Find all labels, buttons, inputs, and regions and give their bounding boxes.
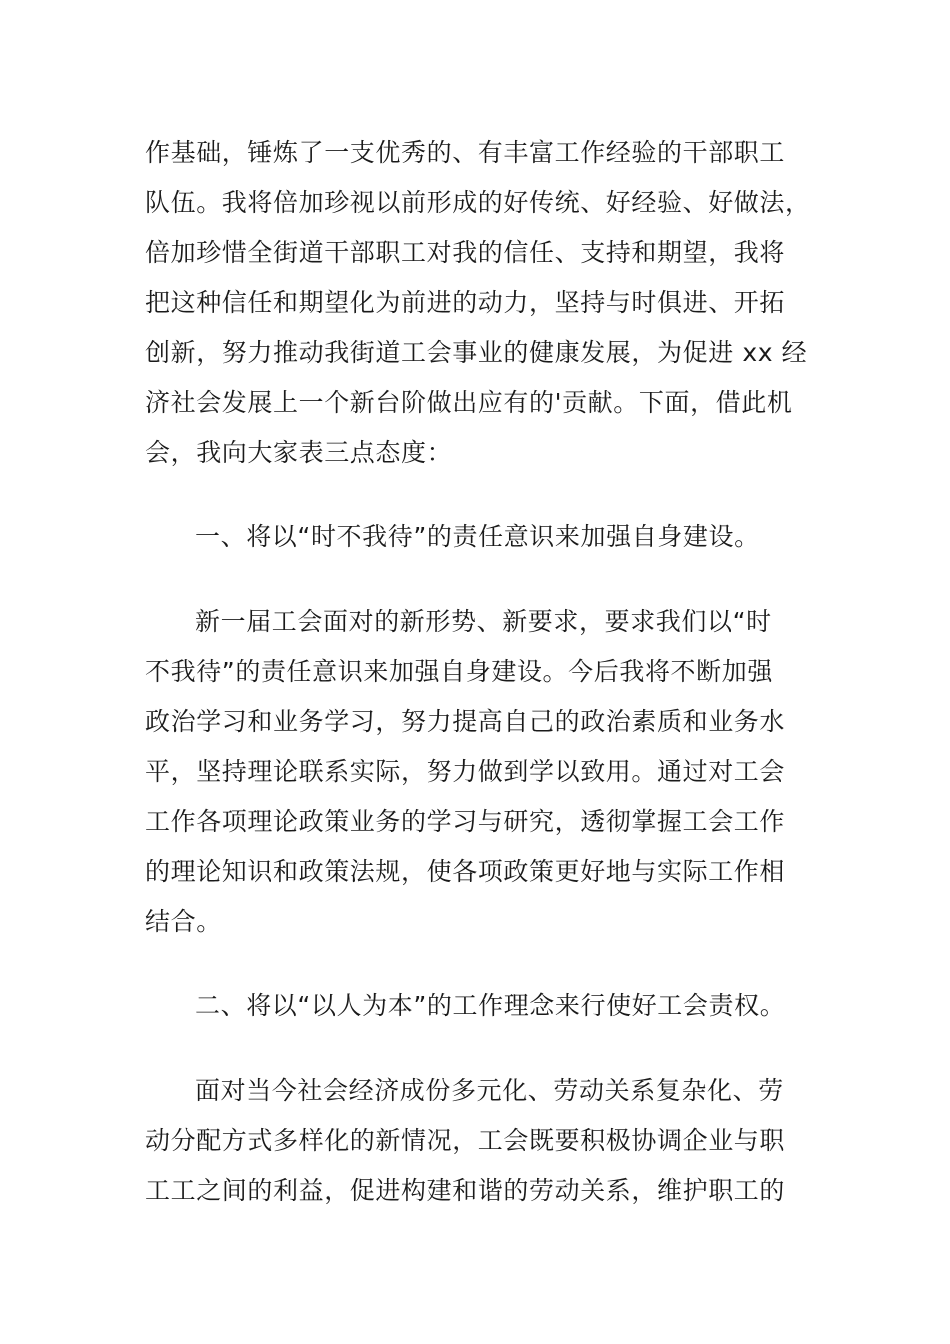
text-line: 动分配方式多样化的新情况，工会既要积极协调企业与职 <box>145 1126 786 1155</box>
text-line: 队伍。我将倍加珍视以前形成的好传统、好经验、好做法， <box>145 188 811 217</box>
text-line: 济社会发展上一个新台阶做出应有的'贡献。下面，借此机 <box>145 388 793 417</box>
heading-text: 二、将以“以人为本”的工作理念来行使好工会责权。 <box>195 991 786 1020</box>
text-line: 结合。 <box>145 907 222 936</box>
paragraph-intro-continued <box>145 128 825 478</box>
text-line: 面对当今社会经济成份多元化、劳动关系复杂化、劳 <box>195 1076 784 1105</box>
paragraph-body-one <box>145 597 825 947</box>
heading-text: 一、将以“时不我待”的责任意识来加强自身建设。 <box>195 522 760 551</box>
text-line: 创新，努力推动我街道工会事业的健康发展，为促进 xx 经 <box>145 338 808 367</box>
section-heading-one <box>145 512 825 562</box>
text-line: 把这种信任和期望化为前进的动力，坚持与时俱进、开拓 <box>145 288 786 317</box>
section-heading-two <box>145 981 825 1031</box>
text-line: 作基础，锤炼了一支优秀的、有丰富工作经验的干部职工 <box>145 138 786 167</box>
text-line: 新一届工会面对的新形势、新要求，要求我们以“时 <box>195 607 772 636</box>
text-line: 不我待”的责任意识来加强自身建设。今后我将不断加强 <box>145 657 773 686</box>
text-line: 倍加珍惜全街道干部职工对我的信任、支持和期望，我将 <box>145 238 786 267</box>
text-line: 的理论知识和政策法规，使各项政策更好地与实际工作相 <box>145 857 786 886</box>
paragraph-body-two <box>145 1066 825 1216</box>
text-line: 平，坚持理论联系实际，努力做到学以致用。通过对工会 <box>145 757 786 786</box>
text-line: 工工之间的利益，促进构建和谐的劳动关系，维护职工的 <box>145 1176 786 1205</box>
text-line: 政治学习和业务学习，努力提高自己的政治素质和业务水 <box>145 707 786 736</box>
text-line: 会，我向大家表三点态度： <box>145 438 453 467</box>
text-line: 工作各项理论政策业务的学习与研究，透彻掌握工会工作 <box>145 807 786 836</box>
